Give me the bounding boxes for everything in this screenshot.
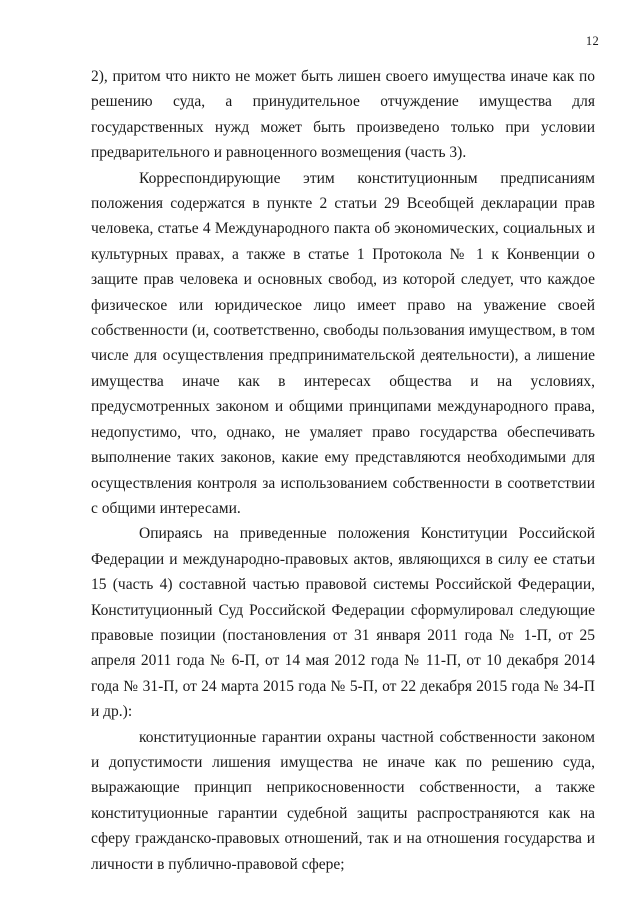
- paragraph-international-acts: Корреспондирующие этим конституционным предписаниям положения содержатся в пункте 2 статьи 29 Всеобщей декларации прав человека, статье 4 Международного пакта об экономических, социальных и культурных правах, а также в статье 1 Протокола № 1 к Конвенции о защите прав человека и основных свобод, из которой следует, что каждое физическое или юридическое лицо имеет право на уважение своей собственности (и, соответственно, свободы пользования имуществом, в том числе для осуществления предпринимательской деятельности), а лишение имущества иначе как в интересах общества и на условиях, предусмотренных законом и общими принципами международного права, недопустимо, что, однако, не умаляет право государства обеспечивать выполнение таких законов, какие ему представляются необходимыми для осуществления контроля за использованием собственности в соответствии с общими интересами.: [91, 169, 595, 517]
- paragraph-guarantees: конституционные гарантии охраны частной собственности законом и допустимости лишения имущества не иначе как по решению суда, выражающие принцип неприкосновенности собственности, а также конституционные гарантии судебной защиты распространяются как на сферу гражданско-правовых отношений, так и на отношения государства и личности в публично-правовой сфере;: [91, 728, 595, 873]
- paragraph-legal-positions: Опираясь на приведенные положения Конституции Российской Федерации и международно-правовых актов, являющихся в силу ее статьи 15 (часть 4) составной частью правовой системы Российской Федерации, Конституционный Суд Российской Федерации сформулировал следующие правовые позиции (постановления от 31 января 2011 года № 1-П, от 25 апреля 2011 года № 6-П, от 14 мая 2012 года № 11-П, от 10 декабря 2014 года № 31-П, от 24 марта 2015 года № 5-П, от 22 декабря 2015 года № 34-П и др.):: [91, 525, 595, 721]
- paragraph-continuation: 2), притом что никто не может быть лишен своего имущества иначе как по решению суда, а принудительное отчуждение имущества для государственных нужд может быть произведено только при условии предварительного и равноценного возмещения (часть 3).: [91, 68, 595, 162]
- page-number: 12: [585, 34, 599, 48]
- document-body: [91, 64, 595, 877]
